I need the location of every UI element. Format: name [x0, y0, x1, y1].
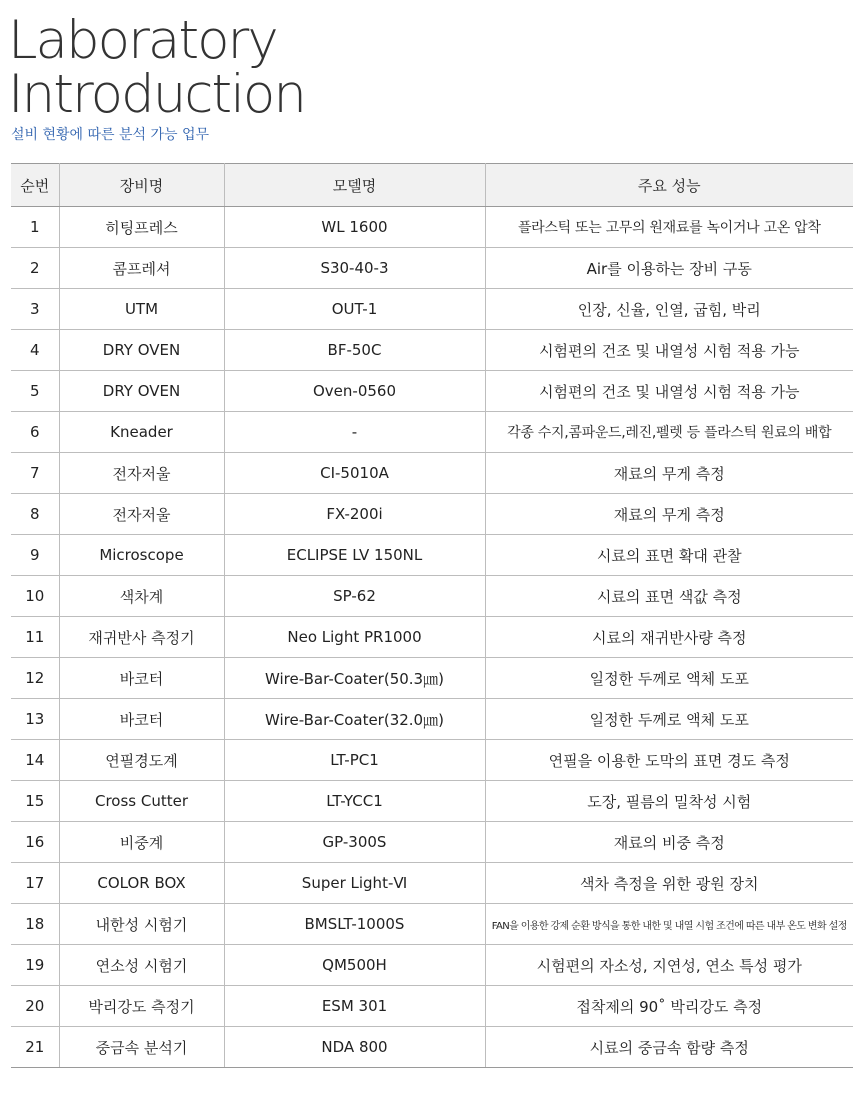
cell-no: 21	[11, 1027, 59, 1068]
cell-model: SP-62	[224, 576, 485, 617]
table-row	[11, 289, 853, 330]
table-row	[11, 617, 853, 658]
table-row	[11, 453, 853, 494]
cell-performance: 재료의 무게 측정	[485, 494, 853, 535]
table-row	[11, 207, 853, 248]
cell-equipment: 중금속 분석기	[59, 1027, 224, 1068]
cell-equipment: DRY OVEN	[59, 330, 224, 371]
cell-no: 18	[11, 904, 59, 945]
table-row	[11, 412, 853, 453]
cell-equipment: COLOR BOX	[59, 863, 224, 904]
cell-performance: 재료의 무게 측정	[485, 453, 853, 494]
cell-no: 7	[11, 453, 59, 494]
cell-model: QM500H	[224, 945, 485, 986]
table-row	[11, 699, 853, 740]
cell-model: FX-200i	[224, 494, 485, 535]
cell-model: ESM 301	[224, 986, 485, 1027]
header-no: 순번	[11, 164, 59, 207]
cell-equipment: 바코터	[59, 699, 224, 740]
table-row	[11, 863, 853, 904]
cell-performance: 연필을 이용한 도막의 표면 경도 측정	[485, 740, 853, 781]
cell-equipment: Microscope	[59, 535, 224, 576]
cell-model: BF-50C	[224, 330, 485, 371]
cell-equipment: 히팅프레스	[59, 207, 224, 248]
cell-no: 2	[11, 248, 59, 289]
cell-performance: 시료의 중금속 함량 측정	[485, 1027, 853, 1068]
cell-no: 11	[11, 617, 59, 658]
page-title	[8, 10, 305, 125]
cell-equipment: 전자저울	[59, 453, 224, 494]
cell-performance: 색차 측정을 위한 광원 장치	[485, 863, 853, 904]
cell-no: 17	[11, 863, 59, 904]
table-row	[11, 494, 853, 535]
cell-equipment: 재귀반사 측정기	[59, 617, 224, 658]
cell-no: 9	[11, 535, 59, 576]
table-row	[11, 822, 853, 863]
cell-model: WL 1600	[224, 207, 485, 248]
header-performance: 주요 성능	[485, 164, 853, 207]
cell-no: 20	[11, 986, 59, 1027]
cell-equipment: Cross Cutter	[59, 781, 224, 822]
cell-model: CI-5010A	[224, 453, 485, 494]
cell-equipment: 콤프레셔	[59, 248, 224, 289]
cell-model: -	[224, 412, 485, 453]
cell-model: S30-40-3	[224, 248, 485, 289]
cell-equipment: 내한성 시험기	[59, 904, 224, 945]
table-header-row	[11, 164, 853, 207]
cell-no: 13	[11, 699, 59, 740]
cell-no: 15	[11, 781, 59, 822]
cell-equipment: 색차계	[59, 576, 224, 617]
cell-equipment: 박리강도 측정기	[59, 986, 224, 1027]
cell-model: BMSLT-1000S	[224, 904, 485, 945]
cell-performance: 시료의 표면 확대 관찰	[485, 535, 853, 576]
cell-performance: 도장, 필름의 밀착성 시험	[485, 781, 853, 822]
cell-performance: 시험편의 건조 및 내열성 시험 적용 가능	[485, 371, 853, 412]
cell-equipment: Kneader	[59, 412, 224, 453]
cell-equipment: 연소성 시험기	[59, 945, 224, 986]
cell-no: 3	[11, 289, 59, 330]
cell-no: 4	[11, 330, 59, 371]
table-row	[11, 248, 853, 289]
page-subtitle: 설비 현황에 따른 분석 가능 업무	[11, 127, 210, 143]
table-row	[11, 904, 853, 945]
cell-model: Neo Light PR1000	[224, 617, 485, 658]
cell-no: 6	[11, 412, 59, 453]
table-row	[11, 781, 853, 822]
equipment-table	[11, 163, 853, 1068]
cell-no: 19	[11, 945, 59, 986]
cell-performance: 일정한 두께로 액체 도포	[485, 658, 853, 699]
cell-model: LT-YCC1	[224, 781, 485, 822]
table-row	[11, 658, 853, 699]
cell-model: Oven-0560	[224, 371, 485, 412]
header-model: 모델명	[224, 164, 485, 207]
cell-equipment: DRY OVEN	[59, 371, 224, 412]
table-row	[11, 371, 853, 412]
cell-no: 12	[11, 658, 59, 699]
cell-performance: 시험편의 자소성, 지연성, 연소 특성 평가	[485, 945, 853, 986]
table-row	[11, 986, 853, 1027]
table-row	[11, 576, 853, 617]
cell-model: Wire-Bar-Coater(50.3㎛)	[224, 658, 485, 699]
cell-equipment: 전자저울	[59, 494, 224, 535]
cell-model: Wire-Bar-Coater(32.0㎛)	[224, 699, 485, 740]
cell-no: 5	[11, 371, 59, 412]
cell-equipment: 바코터	[59, 658, 224, 699]
cell-performance: 시험편의 건조 및 내열성 시험 적용 가능	[485, 330, 853, 371]
cell-no: 16	[11, 822, 59, 863]
cell-performance: 인장, 신율, 인열, 굽힘, 박리	[485, 289, 853, 330]
table-body	[11, 207, 853, 1068]
table-row	[11, 1027, 853, 1068]
cell-equipment: 비중계	[59, 822, 224, 863]
title-line-2: Introduction	[8, 64, 305, 125]
table-row	[11, 535, 853, 576]
cell-equipment: UTM	[59, 289, 224, 330]
table-row	[11, 945, 853, 986]
cell-performance: 시료의 재귀반사량 측정	[485, 617, 853, 658]
cell-model: Super Light-Ⅵ	[224, 863, 485, 904]
cell-model: LT-PC1	[224, 740, 485, 781]
cell-model: ECLIPSE LV 150NL	[224, 535, 485, 576]
cell-no: 14	[11, 740, 59, 781]
cell-equipment: 연필경도계	[59, 740, 224, 781]
cell-performance: FAN을 이용한 강제 순환 방식을 통한 내한 및 내열 시험 조건에 따른 내부 온도 변화 설정	[485, 904, 853, 945]
cell-performance: 재료의 비중 측정	[485, 822, 853, 863]
cell-no: 10	[11, 576, 59, 617]
cell-performance: Air를 이용하는 장비 구동	[485, 248, 853, 289]
cell-performance: 접착제의 90˚ 박리강도 측정	[485, 986, 853, 1027]
cell-model: OUT-1	[224, 289, 485, 330]
cell-performance: 일정한 두께로 액체 도포	[485, 699, 853, 740]
cell-model: GP-300S	[224, 822, 485, 863]
title-line-1: Laboratory	[8, 10, 277, 71]
cell-no: 8	[11, 494, 59, 535]
cell-performance: 플라스틱 또는 고무의 원재료를 녹이거나 고온 압착	[485, 207, 853, 248]
cell-model: NDA 800	[224, 1027, 485, 1068]
cell-performance: 시료의 표면 색값 측정	[485, 576, 853, 617]
header-equipment: 장비명	[59, 164, 224, 207]
cell-performance: 각종 수지,콤파운드,레진,펠렛 등 플라스틱 원료의 배합	[485, 412, 853, 453]
cell-no: 1	[11, 207, 59, 248]
table-row	[11, 330, 853, 371]
table-row	[11, 740, 853, 781]
